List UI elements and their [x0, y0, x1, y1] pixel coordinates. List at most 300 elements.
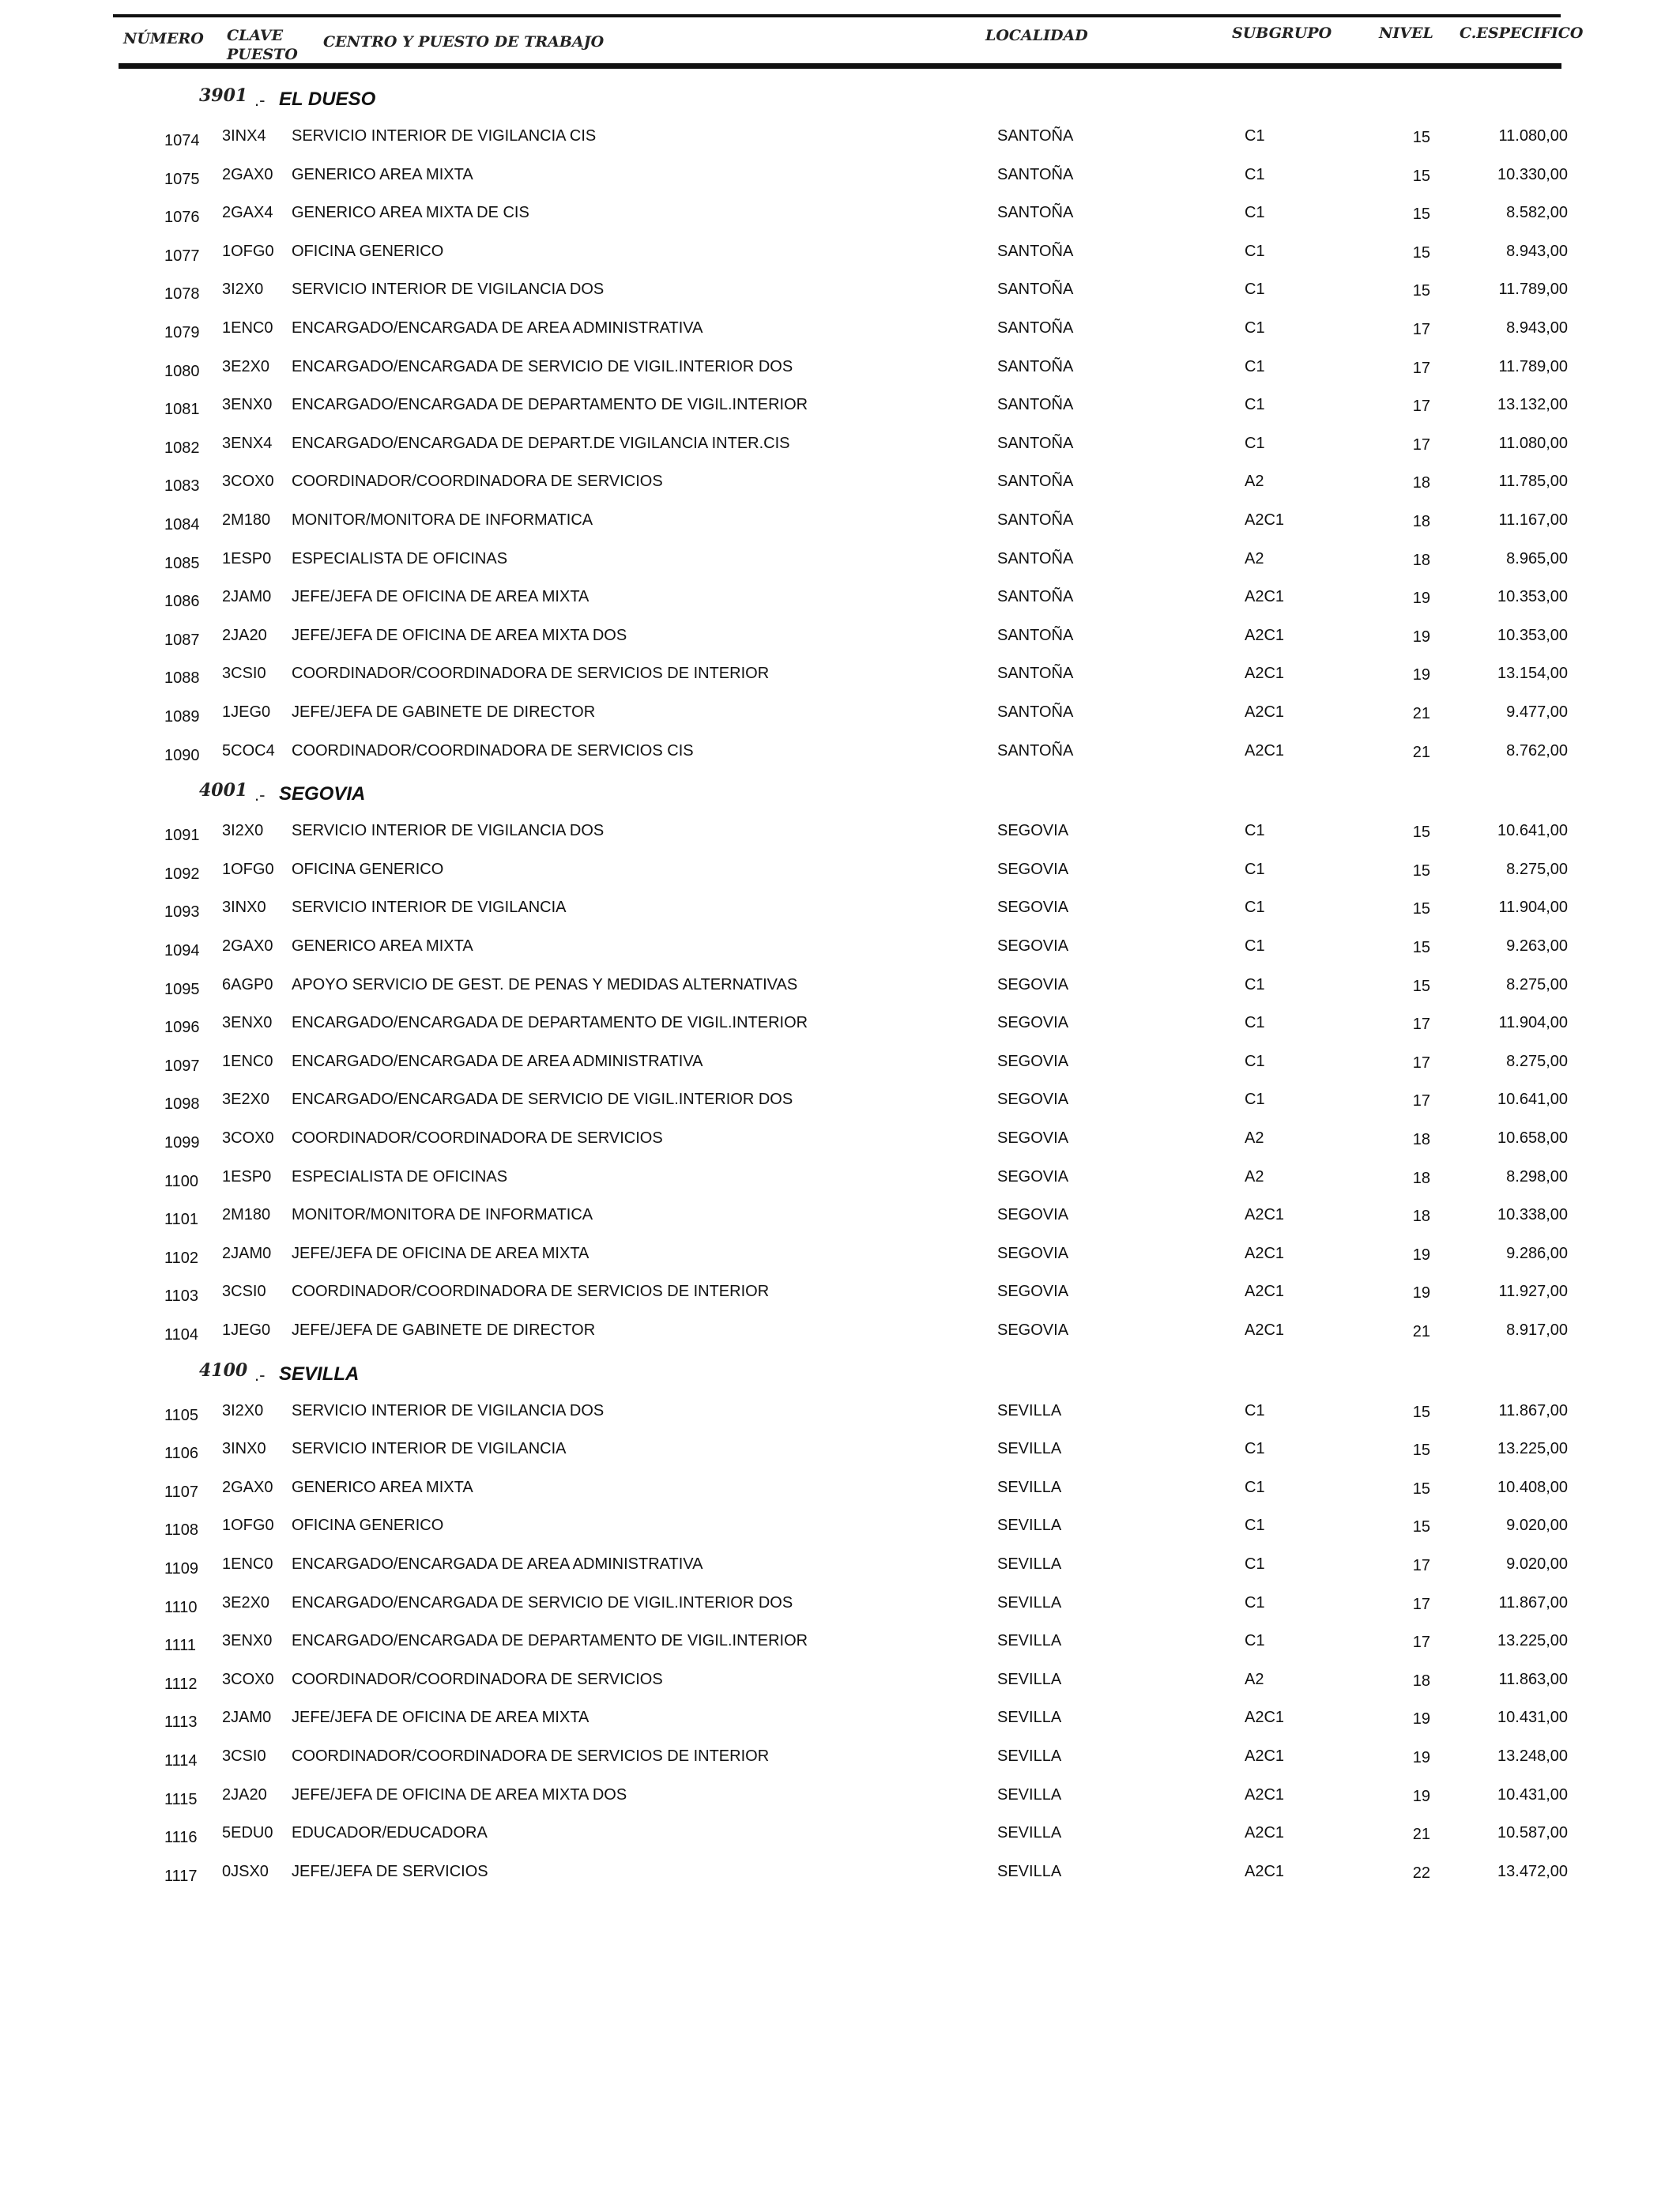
cell-especifico: 13.132,00	[1497, 396, 1568, 414]
cell-numero: 1077	[164, 247, 200, 265]
table-row	[0, 1437, 1680, 1468]
section-code: 4100	[199, 1359, 248, 1381]
cell-numero: 1101	[164, 1211, 199, 1229]
cell-localidad: SEVILLA	[997, 1593, 1062, 1612]
cell-especifico: 11.789,00	[1498, 357, 1568, 375]
cell-localidad: SANTOÑA	[997, 549, 1074, 567]
table-row	[0, 1591, 1680, 1623]
section-header	[0, 1357, 1680, 1389]
cell-nivel: 21	[1412, 705, 1430, 722]
cell-nivel: 21	[1412, 1826, 1430, 1844]
cell-especifico: 8.298,00	[1506, 1167, 1568, 1186]
cell-subgrupo: C1	[1245, 860, 1265, 878]
cell-numero: 1104	[164, 1326, 199, 1344]
cell-localidad: SANTOÑA	[997, 319, 1074, 337]
cell-localidad: SANTOÑA	[997, 281, 1074, 299]
cell-clave: 3COX0	[222, 1670, 274, 1688]
table-row	[0, 1399, 1680, 1431]
cell-centro-puesto: OFICINA GENERICO	[292, 1517, 444, 1535]
cell-numero: 1086	[164, 593, 200, 611]
cell-subgrupo: A2	[1245, 1670, 1264, 1688]
cell-clave: 6AGP0	[222, 975, 273, 993]
cell-subgrupo: A2C1	[1245, 1862, 1285, 1880]
cell-localidad: SANTOÑA	[997, 165, 1074, 183]
cell-localidad: SANTOÑA	[997, 665, 1074, 683]
header-numero: NÚMERO	[123, 30, 204, 47]
section-separator: .-	[254, 785, 266, 805]
cell-subgrupo: C1	[1245, 281, 1265, 299]
cell-especifico: 11.789,00	[1498, 281, 1568, 299]
cell-localidad: SEVILLA	[997, 1670, 1062, 1688]
cell-especifico: 9.477,00	[1506, 703, 1568, 721]
cell-centro-puesto: COORDINADOR/COORDINADORA DE SERVICIOS	[292, 473, 663, 491]
cell-clave: 3ENX0	[222, 396, 273, 414]
cell-centro-puesto: ENCARGADO/ENCARGADA DE DEPARTAMENTO DE VIGIL.INTERIOR	[292, 1632, 808, 1650]
table-row	[0, 1242, 1680, 1273]
cell-subgrupo: C1	[1245, 204, 1265, 222]
cell-clave: 3CSI0	[222, 1747, 266, 1765]
cell-subgrupo: A2C1	[1245, 703, 1285, 721]
cell-numero: 1083	[164, 477, 200, 496]
cell-numero: 1088	[164, 669, 200, 688]
cell-subgrupo: C1	[1245, 1632, 1265, 1650]
cell-clave: 2JA20	[222, 1785, 267, 1804]
cell-localidad: SEVILLA	[997, 1824, 1062, 1842]
table-row	[0, 432, 1680, 463]
cell-especifico: 11.080,00	[1498, 127, 1568, 145]
cell-clave: 2M180	[222, 511, 271, 529]
cell-nivel: 22	[1412, 1864, 1430, 1882]
cell-centro-puesto: OFICINA GENERICO	[292, 242, 444, 260]
cell-nivel: 19	[1412, 1246, 1430, 1264]
table-row	[0, 1476, 1680, 1507]
cell-localidad: SANTOÑA	[997, 434, 1074, 452]
cell-subgrupo: C1	[1245, 396, 1265, 414]
cell-centro-puesto: COORDINADOR/COORDINADORA DE SERVICIOS DE INTERIOR	[292, 1283, 770, 1301]
cell-especifico: 11.080,00	[1498, 434, 1568, 452]
cell-centro-puesto: ENCARGADO/ENCARGADA DE SERVICIO DE VIGIL.INTERIOR DOS	[292, 357, 793, 375]
cell-nivel: 15	[1412, 282, 1430, 300]
cell-clave: 3INX0	[222, 899, 266, 917]
cell-especifico: 8.275,00	[1506, 860, 1568, 878]
cell-especifico: 10.338,00	[1497, 1206, 1568, 1224]
cell-nivel: 17	[1412, 1634, 1430, 1652]
cell-centro-puesto: COORDINADOR/COORDINADORA DE SERVICIOS DE INTERIOR	[292, 665, 770, 683]
cell-subgrupo: A2C1	[1245, 1709, 1285, 1727]
cell-especifico: 10.658,00	[1497, 1129, 1568, 1147]
table-row	[0, 585, 1680, 616]
cell-subgrupo: C1	[1245, 899, 1265, 917]
cell-nivel: 18	[1412, 1208, 1430, 1226]
section-name: SEVILLA	[279, 1363, 360, 1385]
cell-especifico: 9.020,00	[1506, 1555, 1568, 1573]
cell-localidad: SEVILLA	[997, 1401, 1062, 1419]
cell-centro-puesto: APOYO SERVICIO DE GEST. DE PENAS Y MEDIDAS ALTERNATIVAS	[292, 975, 798, 993]
table-row	[0, 1783, 1680, 1815]
cell-numero: 1110	[164, 1598, 198, 1616]
table-row	[0, 1860, 1680, 1891]
cell-numero: 1106	[164, 1445, 199, 1463]
cell-especifico: 10.641,00	[1497, 1091, 1568, 1109]
header-especifico: C.ESPECIFICO	[1460, 25, 1584, 42]
cell-subgrupo: C1	[1245, 1593, 1265, 1612]
cell-especifico: 11.927,00	[1498, 1283, 1568, 1301]
cell-localidad: SANTOÑA	[997, 703, 1074, 721]
cell-nivel: 18	[1412, 551, 1430, 569]
cell-nivel: 17	[1412, 1557, 1430, 1574]
cell-localidad: SANTOÑA	[997, 242, 1074, 260]
cell-localidad: SANTOÑA	[997, 396, 1074, 414]
cell-nivel: 19	[1412, 1787, 1430, 1805]
cell-nivel: 15	[1412, 939, 1430, 956]
cell-especifico: 10.353,00	[1497, 588, 1568, 606]
cell-centro-puesto: COORDINADOR/COORDINADORA DE SERVICIOS	[292, 1670, 663, 1688]
cell-numero: 1105	[164, 1406, 199, 1424]
cell-centro-puesto: COORDINADOR/COORDINADORA DE SERVICIOS CIS	[292, 741, 694, 760]
section-header	[0, 82, 1680, 114]
cell-numero: 1099	[164, 1134, 200, 1152]
cell-especifico: 13.472,00	[1497, 1862, 1568, 1880]
cell-nivel: 19	[1412, 1710, 1430, 1728]
cell-centro-puesto: MONITOR/MONITORA DE INFORMATICA	[292, 1206, 593, 1224]
cell-especifico: 10.431,00	[1497, 1709, 1568, 1727]
cell-subgrupo: C1	[1245, 434, 1265, 452]
table-row	[0, 1126, 1680, 1158]
table-row	[0, 1050, 1680, 1081]
cell-clave: 5EDU0	[222, 1824, 273, 1842]
cell-clave: 3ENX4	[222, 434, 273, 452]
table-row	[0, 895, 1680, 927]
cell-numero: 1092	[164, 865, 200, 883]
cell-nivel: 15	[1412, 977, 1430, 995]
cell-clave: 3ENX0	[222, 1014, 273, 1032]
table-row	[0, 739, 1680, 771]
cell-nivel: 17	[1412, 1016, 1430, 1034]
cell-nivel: 19	[1412, 1749, 1430, 1766]
cell-clave: 1OFG0	[222, 1517, 274, 1535]
section-name: EL DUESO	[279, 89, 376, 110]
header-clave: CLAVE	[227, 27, 284, 44]
cell-localidad: SANTOÑA	[997, 588, 1074, 606]
cell-numero: 1111	[164, 1637, 197, 1655]
table-row	[0, 239, 1680, 271]
cell-centro-puesto: SERVICIO INTERIOR DE VIGILANCIA DOS	[292, 1401, 605, 1419]
cell-clave: 2M180	[222, 1206, 271, 1224]
cell-numero: 1095	[164, 980, 200, 998]
table-row	[0, 393, 1680, 424]
cell-clave: 2GAX0	[222, 165, 273, 183]
header-top-rule	[113, 14, 1561, 17]
cell-subgrupo: C1	[1245, 937, 1265, 955]
table-row	[0, 624, 1680, 655]
cell-nivel: 18	[1412, 1169, 1430, 1187]
cell-subgrupo: A2C1	[1245, 626, 1285, 644]
cell-centro-puesto: GENERICO AREA MIXTA	[292, 1478, 473, 1496]
cell-especifico: 11.867,00	[1498, 1593, 1568, 1612]
cell-localidad: SANTOÑA	[997, 127, 1074, 145]
cell-subgrupo: C1	[1245, 357, 1265, 375]
cell-especifico: 13.225,00	[1497, 1632, 1568, 1650]
cell-numero: 1090	[164, 746, 200, 764]
cell-localidad: SEGOVIA	[997, 1014, 1069, 1032]
cell-nivel: 18	[1412, 1672, 1430, 1690]
cell-subgrupo: A2	[1245, 1167, 1264, 1186]
table-row	[0, 508, 1680, 540]
cell-clave: 1ENC0	[222, 1052, 273, 1070]
cell-localidad: SEVILLA	[997, 1747, 1062, 1765]
cell-nivel: 17	[1412, 359, 1430, 377]
cell-nivel: 17	[1412, 1595, 1430, 1613]
cell-subgrupo: A2C1	[1245, 588, 1285, 606]
cell-centro-puesto: ENCARGADO/ENCARGADA DE AREA ADMINISTRATIVA	[292, 1555, 703, 1573]
cell-clave: 2GAX4	[222, 204, 273, 222]
cell-centro-puesto: ENCARGADO/ENCARGADA DE AREA ADMINISTRATIVA	[292, 319, 703, 337]
cell-numero: 1103	[164, 1287, 199, 1306]
cell-centro-puesto: JEFE/JEFA DE GABINETE DE DIRECTOR	[292, 703, 596, 721]
cell-centro-puesto: ESPECIALISTA DE OFICINAS	[292, 1167, 508, 1186]
section-header	[0, 777, 1680, 809]
cell-localidad: SEGOVIA	[997, 975, 1069, 993]
cell-subgrupo: A2	[1245, 549, 1264, 567]
cell-localidad: SANTOÑA	[997, 204, 1074, 222]
cell-especifico: 8.965,00	[1506, 549, 1568, 567]
table-row	[0, 1088, 1680, 1119]
cell-numero: 1114	[164, 1752, 198, 1770]
cell-centro-puesto: GENERICO AREA MIXTA	[292, 165, 473, 183]
cell-centro-puesto: JEFE/JEFA DE OFICINA DE AREA MIXTA DOS	[292, 626, 627, 644]
cell-subgrupo: A2C1	[1245, 1747, 1285, 1765]
cell-nivel: 17	[1412, 321, 1430, 338]
cell-especifico: 10.330,00	[1497, 165, 1568, 183]
cell-clave: 1OFG0	[222, 860, 274, 878]
cell-nivel: 15	[1412, 900, 1430, 918]
cell-subgrupo: A2C1	[1245, 665, 1285, 683]
table-row	[0, 355, 1680, 386]
cell-centro-puesto: JEFE/JEFA DE OFICINA DE AREA MIXTA	[292, 1709, 590, 1727]
cell-clave: 3ENX0	[222, 1632, 273, 1650]
cell-localidad: SEVILLA	[997, 1632, 1062, 1650]
cell-especifico: 8.917,00	[1506, 1321, 1568, 1339]
cell-especifico: 11.904,00	[1498, 899, 1568, 917]
cell-especifico: 13.225,00	[1497, 1440, 1568, 1458]
table-row	[0, 934, 1680, 966]
table-row	[0, 1011, 1680, 1042]
cell-numero: 1093	[164, 903, 200, 922]
table-row	[0, 1280, 1680, 1311]
cell-subgrupo: C1	[1245, 1478, 1265, 1496]
cell-localidad: SANTOÑA	[997, 511, 1074, 529]
table-row	[0, 201, 1680, 232]
cell-numero: 1098	[164, 1095, 200, 1114]
cell-nivel: 19	[1412, 628, 1430, 646]
table-row	[0, 469, 1680, 501]
table-row	[0, 700, 1680, 732]
cell-numero: 1089	[164, 708, 200, 726]
cell-clave: 1ENC0	[222, 1555, 273, 1573]
cell-clave: 3I2X0	[222, 822, 264, 840]
cell-numero: 1074	[164, 132, 200, 149]
cell-clave: 3E2X0	[222, 357, 270, 375]
cell-localidad: SEGOVIA	[997, 822, 1069, 840]
cell-centro-puesto: JEFE/JEFA DE OFICINA DE AREA MIXTA DOS	[292, 1785, 627, 1804]
cell-numero: 1113	[164, 1713, 198, 1732]
cell-subgrupo: C1	[1245, 822, 1265, 840]
cell-nivel: 17	[1412, 1092, 1430, 1110]
cell-clave: 3COX0	[222, 473, 274, 491]
cell-localidad: SEVILLA	[997, 1517, 1062, 1535]
cell-numero: 1084	[164, 516, 200, 533]
cell-centro-puesto: GENERICO AREA MIXTA DE CIS	[292, 204, 529, 222]
cell-subgrupo: A2	[1245, 473, 1264, 491]
cell-nivel: 19	[1412, 590, 1430, 608]
cell-localidad: SEVILLA	[997, 1785, 1062, 1804]
cell-nivel: 17	[1412, 435, 1430, 454]
cell-subgrupo: C1	[1245, 1014, 1265, 1032]
cell-numero: 1079	[164, 324, 200, 341]
cell-centro-puesto: COORDINADOR/COORDINADORA DE SERVICIOS DE INTERIOR	[292, 1747, 770, 1765]
cell-numero: 1080	[164, 362, 200, 380]
table-row	[0, 547, 1680, 579]
table-row	[0, 316, 1680, 348]
cell-numero: 1117	[164, 1867, 198, 1885]
cell-nivel: 19	[1412, 1284, 1430, 1302]
cell-numero: 1075	[164, 170, 200, 188]
cell-centro-puesto: ENCARGADO/ENCARGADA DE DEPARTAMENTO DE VIGIL.INTERIOR	[292, 396, 808, 414]
cell-localidad: SEGOVIA	[997, 1244, 1069, 1262]
cell-localidad: SEGOVIA	[997, 860, 1069, 878]
table-row	[0, 1318, 1680, 1350]
header-bottom-rule	[119, 63, 1561, 69]
cell-nivel: 15	[1412, 129, 1430, 146]
cell-numero: 1100	[164, 1172, 199, 1190]
cell-centro-puesto: MONITOR/MONITORA DE INFORMATICA	[292, 511, 593, 529]
cell-especifico: 10.587,00	[1497, 1824, 1568, 1842]
cell-clave: 1ESP0	[222, 1167, 272, 1186]
cell-nivel: 15	[1412, 167, 1430, 185]
table-row	[0, 1629, 1680, 1661]
cell-nivel: 15	[1412, 1480, 1430, 1498]
table-row	[0, 1203, 1680, 1235]
cell-subgrupo: C1	[1245, 242, 1265, 260]
section-name: SEGOVIA	[279, 783, 366, 805]
cell-nivel: 21	[1412, 743, 1430, 761]
cell-clave: 5COC4	[222, 741, 275, 760]
cell-nivel: 17	[1412, 1054, 1430, 1072]
cell-clave: 2JA20	[222, 626, 267, 644]
header-nivel: NIVEL	[1379, 25, 1433, 42]
cell-clave: 1ENC0	[222, 319, 273, 337]
cell-subgrupo: A2C1	[1245, 1244, 1285, 1262]
cell-clave: 3CSI0	[222, 1283, 266, 1301]
cell-centro-puesto: ENCARGADO/ENCARGADA DE DEPART.DE VIGILANCIA INTER.CIS	[292, 434, 790, 452]
cell-subgrupo: C1	[1245, 165, 1265, 183]
cell-clave: 3INX4	[222, 127, 266, 145]
cell-nivel: 18	[1412, 513, 1430, 530]
cell-nivel: 21	[1412, 1323, 1430, 1340]
cell-nivel: 15	[1412, 243, 1430, 262]
cell-especifico: 10.353,00	[1497, 626, 1568, 644]
table-row	[0, 1668, 1680, 1699]
header-localidad: LOCALIDAD	[985, 27, 1088, 44]
cell-clave: 1ESP0	[222, 549, 272, 567]
cell-centro-puesto: JEFE/JEFA DE GABINETE DE DIRECTOR	[292, 1321, 596, 1339]
cell-subgrupo: C1	[1245, 319, 1265, 337]
cell-localidad: SANTOÑA	[997, 357, 1074, 375]
cell-especifico: 10.408,00	[1497, 1478, 1568, 1496]
cell-clave: 1OFG0	[222, 242, 274, 260]
cell-especifico: 9.286,00	[1506, 1244, 1568, 1262]
cell-especifico: 9.263,00	[1506, 937, 1568, 955]
cell-especifico: 11.867,00	[1498, 1401, 1568, 1419]
table-row	[0, 124, 1680, 156]
cell-especifico: 10.641,00	[1497, 822, 1568, 840]
cell-localidad: SEVILLA	[997, 1862, 1062, 1880]
cell-localidad: SEVILLA	[997, 1709, 1062, 1727]
cell-especifico: 11.863,00	[1498, 1670, 1568, 1688]
table-row	[0, 277, 1680, 309]
cell-subgrupo: A2C1	[1245, 1321, 1285, 1339]
section-code: 4001	[199, 780, 248, 801]
cell-subgrupo: C1	[1245, 1555, 1265, 1573]
table-row	[0, 1706, 1680, 1737]
cell-centro-puesto: COORDINADOR/COORDINADORA DE SERVICIOS	[292, 1129, 663, 1147]
cell-clave: 2JAM0	[222, 1709, 272, 1727]
cell-especifico: 8.275,00	[1506, 1052, 1568, 1070]
cell-localidad: SEGOVIA	[997, 1129, 1069, 1147]
cell-clave: 2JAM0	[222, 1244, 272, 1262]
table-row	[0, 662, 1680, 693]
cell-nivel: 17	[1412, 398, 1430, 416]
cell-localidad: SANTOÑA	[997, 626, 1074, 644]
table-row	[0, 163, 1680, 194]
cell-centro-puesto: GENERICO AREA MIXTA	[292, 937, 473, 955]
cell-subgrupo: C1	[1245, 1401, 1265, 1419]
cell-especifico: 11.167,00	[1498, 511, 1568, 529]
cell-subgrupo: C1	[1245, 1517, 1265, 1535]
cell-subgrupo: A2C1	[1245, 1206, 1285, 1224]
cell-numero: 1081	[164, 401, 200, 419]
header-centro: CENTRO Y PUESTO DE TRABAJO	[323, 33, 605, 51]
cell-nivel: 19	[1412, 666, 1430, 684]
cell-centro-puesto: SERVICIO INTERIOR DE VIGILANCIA CIS	[292, 127, 597, 145]
cell-nivel: 15	[1412, 861, 1430, 880]
cell-numero: 1096	[164, 1019, 200, 1037]
table-row	[0, 1821, 1680, 1853]
table-row	[0, 1514, 1680, 1545]
cell-clave: 2JAM0	[222, 588, 272, 606]
cell-subgrupo: A2C1	[1245, 1824, 1285, 1842]
cell-especifico: 9.020,00	[1506, 1517, 1568, 1535]
cell-numero: 1091	[164, 827, 200, 845]
cell-especifico: 8.762,00	[1506, 741, 1568, 760]
cell-centro-puesto: JEFE/JEFA DE OFICINA DE AREA MIXTA	[292, 1244, 590, 1262]
cell-especifico: 13.248,00	[1497, 1747, 1568, 1765]
cell-numero: 1094	[164, 942, 200, 959]
table-row	[0, 1552, 1680, 1584]
cell-clave: 2GAX0	[222, 1478, 273, 1496]
header-puesto: PUESTO	[227, 46, 298, 63]
cell-centro-puesto: SERVICIO INTERIOR DE VIGILANCIA	[292, 1440, 567, 1458]
cell-localidad: SEGOVIA	[997, 1283, 1069, 1301]
cell-localidad: SEGOVIA	[997, 899, 1069, 917]
cell-numero: 1108	[164, 1521, 199, 1540]
section-separator: .-	[254, 1364, 266, 1385]
cell-numero: 1097	[164, 1057, 200, 1075]
cell-especifico: 11.785,00	[1498, 473, 1568, 491]
cell-subgrupo: C1	[1245, 127, 1265, 145]
cell-localidad: SEVILLA	[997, 1555, 1062, 1573]
table-row	[0, 1165, 1680, 1197]
